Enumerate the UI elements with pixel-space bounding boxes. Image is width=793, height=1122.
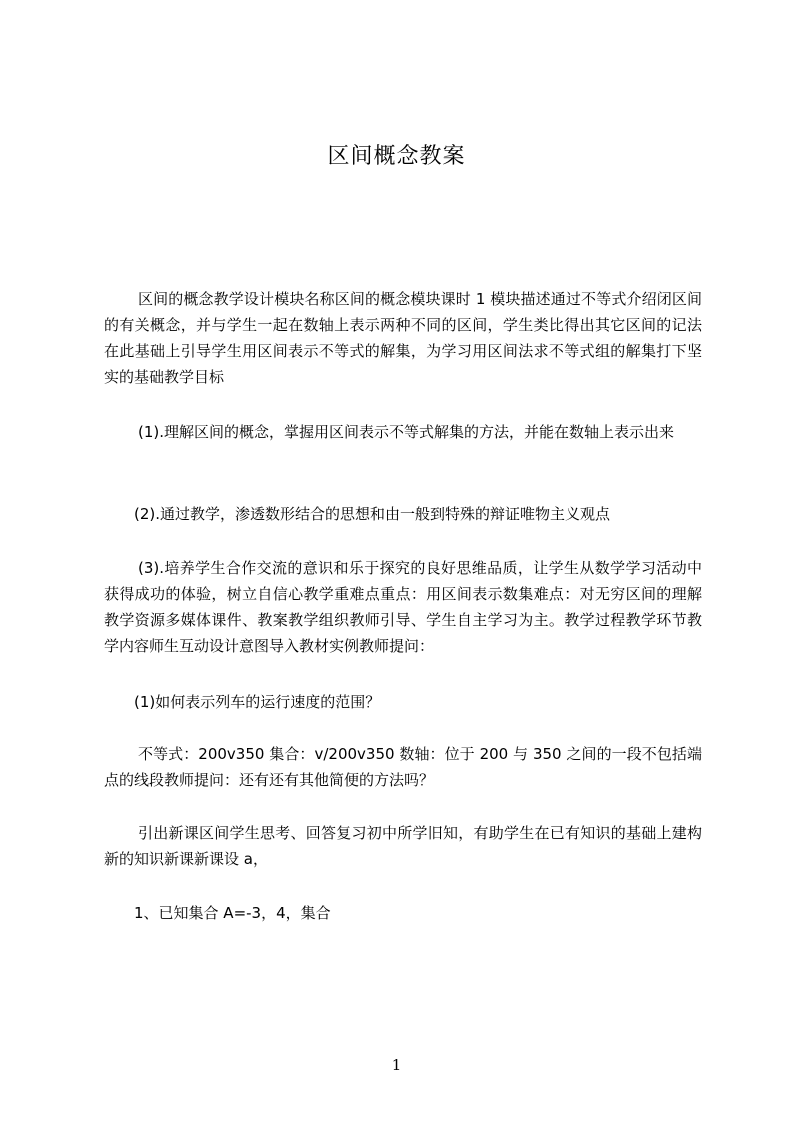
paragraph-set-example: 1、已知集合 A=-3，4，集合 [134,904,331,922]
paragraph-question-1: (1)如何表示列车的运行速度的范围？ [134,693,381,711]
paragraph-objective-2: (2).通过教学，渗透数形结合的思想和由一般到特殊的辩证唯物主义观点 [134,505,611,523]
paragraph-new-lesson: 引出新课区间学生思考、回答复习初中所学旧知，有助学生在已有知识的基础上建构新的知识新课新课设 a， [104,824,702,868]
paragraph-intro: 区间的概念教学设计模块名称区间的概念模块课时 1 模块描述通过不等式介绍闭区间的有关概念，并与学生一起在数轴上表示两种不同的区间，学生类比得出其它区间的记法在此基础上引导学生用区间表示不等式的解集，为学习用区间法求不等式组的解集打下坚实的基础教学目标 [104,290,702,386]
page-number: 1 [391,1056,402,1074]
paragraph-objective-3: (3).培养学生合作交流的意识和乐于探究的良好思维品质，让学生从数学学习活动中获得成功的体验，树立自信心教学重难点重点：用区间表示数集难点：对无穷区间的理解教学资源多媒体课件、教案教学组织教师引导、学生自主学习为主。教学过程教学环节教学内容师生互动设计意图导入教材实例教师提问： [104,559,702,655]
paragraph-objective-1: (1).理解区间的概念，掌握用区间表示不等式解集的方法，并能在数轴上表示出来 [138,423,675,441]
paragraph-inequality-example: 不等式：200v350 集合：v/200v350 数轴：位于 200 与 350 之间的一段不包括端点的线段教师提问：还有还有其他简便的方法吗？ [104,745,702,789]
document-title: 区间概念教案 [327,144,466,169]
